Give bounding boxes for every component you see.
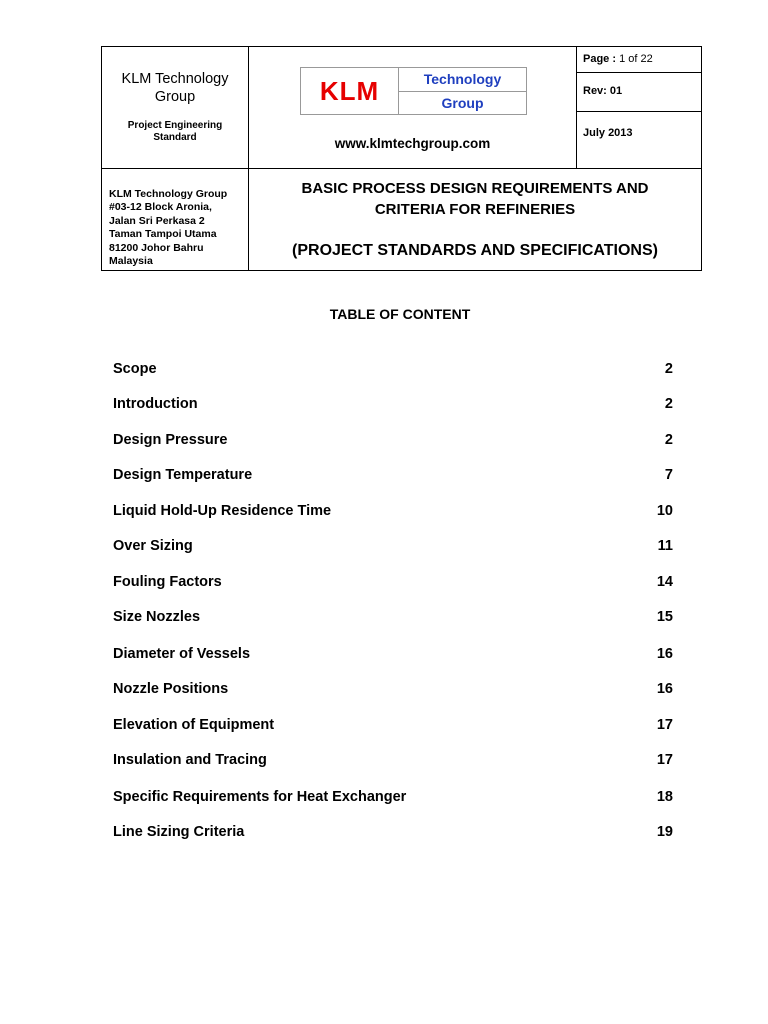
title-line: BASIC PROCESS DESIGN REQUIREMENTS AND	[301, 179, 649, 197]
toc-entry[interactable]	[113, 538, 673, 558]
address-line: Jalan Sri Perkasa 2	[109, 214, 205, 227]
divider	[577, 111, 701, 112]
toc-entry-label: Size Nozzles	[113, 609, 201, 625]
toc-entry-page: 15	[656, 609, 673, 625]
logo-group-text: Group	[441, 94, 484, 111]
toc-entry-page: 16	[656, 681, 673, 697]
toc-entry[interactable]	[113, 503, 673, 523]
toc-entry[interactable]	[113, 789, 673, 809]
company-cell	[102, 47, 249, 169]
document-header	[101, 46, 702, 271]
meta-cell	[577, 47, 702, 169]
divider	[577, 72, 701, 73]
toc-entry-page: 2	[664, 396, 673, 412]
title-cell	[249, 168, 702, 270]
toc-entry-label: Nozzle Positions	[113, 681, 229, 697]
logo-cell	[249, 47, 577, 169]
toc-entry-label: Fouling Factors	[113, 574, 222, 590]
toc-entry-page: 18	[656, 789, 673, 805]
toc-heading: TABLE OF CONTENT	[329, 306, 471, 322]
page-value: 1 of 22	[619, 53, 653, 65]
toc-entry[interactable]	[113, 574, 673, 594]
toc-entry-page: 2	[664, 432, 673, 448]
toc-entry-label: Insulation and Tracing	[113, 752, 267, 768]
toc-entry[interactable]	[113, 824, 673, 844]
toc-entry-page: 17	[656, 752, 673, 768]
document-subtitle: (PROJECT STANDARDS AND SPECIFICATIONS)	[292, 241, 658, 259]
issue-date: July 2013	[583, 127, 633, 139]
toc-entry[interactable]	[113, 396, 673, 416]
toc-entry-page: 14	[656, 574, 673, 590]
company-subtitle: Project Engineering Standard	[127, 120, 223, 143]
document-title	[249, 178, 701, 220]
toc-entry-label: Scope	[113, 361, 157, 377]
toc-entry-label: Specific Requirements for Heat Exchanger	[113, 789, 407, 805]
toc-entry-page: 17	[656, 717, 673, 733]
toc-entry[interactable]	[113, 432, 673, 452]
toc-entry-page: 10	[656, 503, 673, 519]
toc-entry[interactable]	[113, 646, 673, 666]
toc-entry-page: 7	[664, 467, 673, 483]
toc-entry[interactable]	[113, 752, 673, 772]
toc-entry-page: 11	[657, 538, 673, 554]
company-name: KLM Technology Group	[121, 71, 229, 105]
logo-technology-text: Technology	[399, 68, 526, 92]
toc-entry-page: 16	[656, 646, 673, 662]
toc-entry[interactable]	[113, 609, 673, 629]
revision: Rev: 01	[583, 85, 623, 97]
toc-entry[interactable]	[113, 717, 673, 737]
company-logo	[300, 67, 527, 115]
toc-entry-label: Over Sizing	[113, 538, 193, 554]
toc-entry-label: Design Temperature	[113, 467, 253, 483]
toc-entry-label: Line Sizing Criteria	[113, 824, 245, 840]
toc-entry[interactable]	[113, 361, 673, 381]
toc-entry-page: 19	[656, 824, 673, 840]
title-line: CRITERIA FOR REFINERIES	[374, 200, 576, 218]
toc-entry-label: Design Pressure	[113, 432, 228, 448]
address-line: Taman Tampoi Utama	[109, 228, 217, 241]
toc-entry[interactable]	[113, 467, 673, 487]
toc-entry[interactable]	[113, 681, 673, 701]
address-cell	[102, 168, 249, 270]
page-label: Page :	[583, 53, 617, 65]
toc-entry-label: Diameter of Vessels	[113, 646, 251, 662]
toc-entry-label: Liquid Hold-Up Residence Time	[113, 503, 332, 519]
page-number	[583, 53, 653, 65]
toc-entry-label: Introduction	[113, 396, 198, 412]
website-link[interactable]: www.klmtechgroup.com	[334, 136, 491, 151]
toc-entry-page: 2	[664, 361, 673, 377]
address-line: Malaysia	[109, 255, 153, 268]
logo-klm-text: KLM	[301, 68, 399, 114]
address-line: #03-12 Block Aronia,	[109, 201, 212, 214]
toc-entry-label: Elevation of Equipment	[113, 717, 275, 733]
address-line: KLM Technology Group	[109, 187, 228, 200]
address-line: 81200 Johor Bahru	[109, 241, 204, 254]
